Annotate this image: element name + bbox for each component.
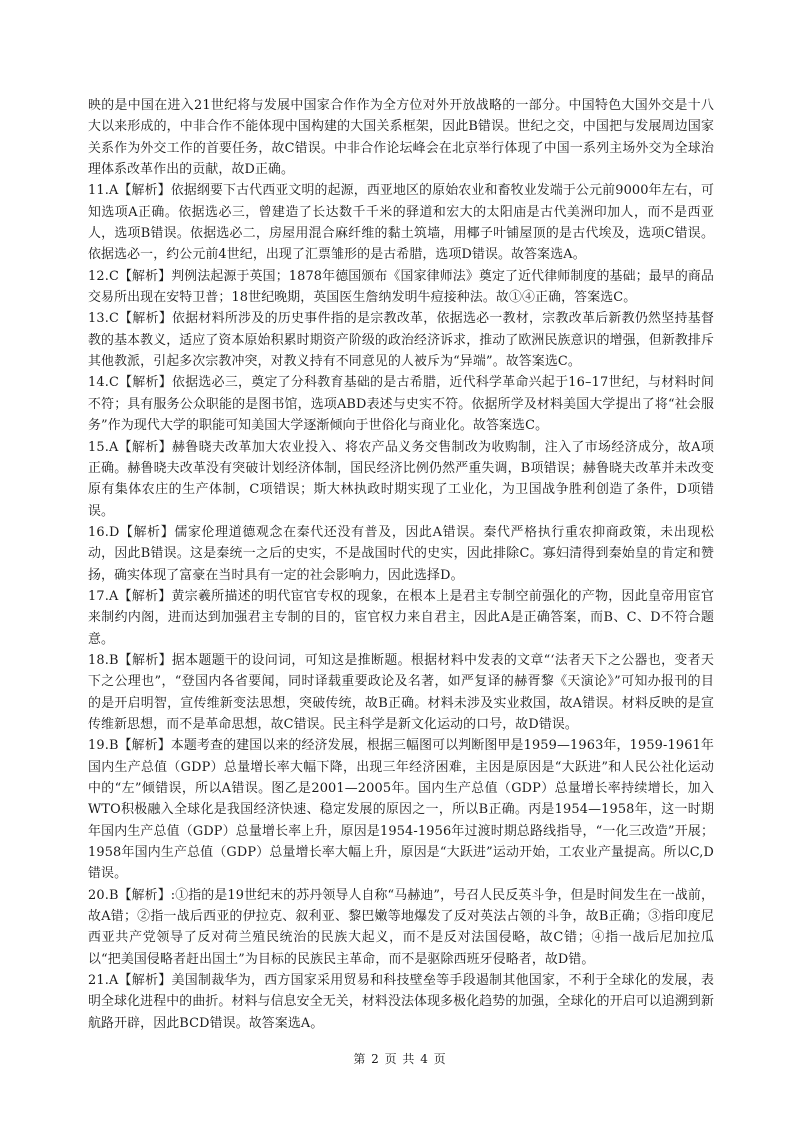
paragraph-answer-17: 17.A【解析】黄宗羲所描述的明代宦官专权的现象，在根本上是君主专制空前强化的产物，因此皇帝用宦官来制约内阁，进而达到加强君主专制的目的，宦官权力来自君主，因此A是正确答案，而B、C、D不符合题意。 [88, 588, 714, 647]
paragraph-answer-18: 18.B【解析】据本题题干的设问词，可知这是推断题。根据材料中发表的文章“‘法者天下之公器也，变者天下之公理也”，“登国内各省要闻，同时译载重要政论及名著，如严复译的赫胥黎《天演论》”可知办报刊的目的是开启明智，宣传维新变法思想，突破传统，故B正确。材料未涉及实业救国，故A错误。材料反映的是宣传维新思想，而不是革命思想，故C错误。民主科学是新文化运动的口号，故D错误。 [88, 652, 714, 732]
paragraph-answer-14: 14.C【解析】依据选必三，奠定了分科教育基础的是古希腊，近代科学革命兴起于16–17世纪，与材料时间不符；具有服务公众职能的是图书馆，选项ABD表述与史实不符。依据所学及材料美国大学提出了将“社会服务”作为现代大学的职能可知美国大学逐渐倾向于世俗化与商业化。故答案选C。 [88, 375, 714, 434]
paragraph-answer-19: 19.B【解析】本题考查的建国以来的经济发展，根据三幅图可以判断图甲是1959—1963年，1959-1961年国内生产总值（GDP）总量增长率大幅下降，出现三年经济困难，主因是原因是“大跃进”和人民公社化运动中的“左”倾错误，所以A错误。图乙是2001—2005年。国内生产总值（GDP）总量增长率持续增长，加入WTO积极融入全球化是我国经济快速、稳定发展的原因之一，所以B正确。丙是1954—1958年，这一时期年国内生产总值（GDP）总量增长率上升，原因是1954-1956年过渡时期总路线指导，“一化三改造”开展；1958年国内生产总值（GDP）总量增长率大幅上升，原因是“大跃进”运动开始，工农业产量提高。所以C,D错误。 [88, 738, 714, 882]
paragraph-answer-20: 20.B【解析】:①指的是19世纪末的苏丹领导人自称“马赫迪”，号召人民反英斗争，但是时间发生在一战前，故A错；②指一战后西亚的伊拉克、叙利亚、黎巴嫩等地爆发了反对英法占领的斗争，故B正确；③指印度尼西亚共产党领导了反对荷兰殖民统治的民族大起义，而不是反对法国侵略，故C错；④指一战后尼加拉瓜以“把美国侵略者赶出国土”为目标的民族民主革命，而不是驱除西班牙侵略者，故D错。 [88, 887, 714, 967]
paragraph-answer-16: 16.D【解析】儒家伦理道德观念在秦代还没有普及，因此A错误。秦代严格执行重农抑商政策，未出现松动，因此B错误。这是秦统一之后的史实，不是战国时代的史实，因此排除C。寡妇清得到秦始皇的肯定和赞扬，确实体现了富豪在当时具有一定的社会影响力，因此选择D。 [88, 524, 714, 583]
paragraph-answer-15: 15.A【解析】赫鲁晓夫改革加大农业投入、将农产品义务交售制改为收购制，注入了市场经济成分，故A项正确。赫鲁晓夫改革没有突破计划经济体制，国民经济比例仍然严重失调，B项错误；赫鲁晓夫改革并未改变原有集体农庄的生产体制，C项错误；斯大林执政时期实现了工业化，为卫国战争胜利创造了条件，D项错误。 [88, 439, 714, 519]
page-footer [0, 1050, 800, 1067]
paragraph-continuation: 映的是中国在进入21世纪将与发展中国家合作作为全方位对外开放战略的一部分。中国特色大国外交是十八大以来形成的，中非合作不能体现中国构建的大国关系框架，因此B错误。世纪之交，中国把与发展周边国家关系作为外交工作的首要任务，故C错误。中非合作论坛峰会在北京举行体现了中国一系列主场外交为全球治理体系改革作出的贡献，故D正确。 [88, 98, 714, 178]
paragraph-answer-12: 12.C【解析】判例法起源于英国；1878年德国颁布《国家律师法》奠定了近代律师制度的基础；最早的商品交易所出现在安特卫普；18世纪晚期，英国医生詹纳发明牛痘接种法。故①④正确，答案选C。 [88, 268, 714, 306]
paragraph-answer-21: 21.A【解析】美国制裁华为，西方国家采用贸易和科技壁垒等手段遏制其他国家，不利于全球化的发展，表明全球化进程中的曲折。材料与信息安全无关，材料没法体现多极化趋势的加强，全球化的开启可以追溯到新航路开辟，因此BCD错误。故答案选A。 [88, 973, 714, 1031]
page-number: 第 2 页 共 4 页 [353, 1052, 447, 1066]
paragraph-answer-13: 13.C【解析】依据材料所涉及的历史事件指的是宗教改革，依据选必一教材，宗教改革后新教仍然坚持基督教的基本教义，适应了资本原始积累时期资产阶级的政治经济诉求，推动了欧洲民族意识的增强，但新教排斥其他教派，引起多次宗教冲突，对教义持有不同意见的人被斥为“异端”。故答案选C。 [88, 311, 714, 370]
answer-explanations [88, 95, 714, 1034]
paragraph-answer-11: 11.A【解析】依据纲要下古代西亚文明的起源，西亚地区的原始农业和畜牧业发端于公元前9000年左右，可知选项A正确。依据选必三，曾建造了长达数千千米的驿道和宏大的太阳庙是古代美洲印加人，而不是西亚人，选项B错误。依据选必二，房屋用混合麻纤维的黏土筑墙，用椰子叶铺屋顶的是古代埃及，选项C错误。依据选必一，约公元前4世纪，出现了汇票雏形的是古希腊，选项D错误。故答案选A。 [88, 183, 714, 263]
